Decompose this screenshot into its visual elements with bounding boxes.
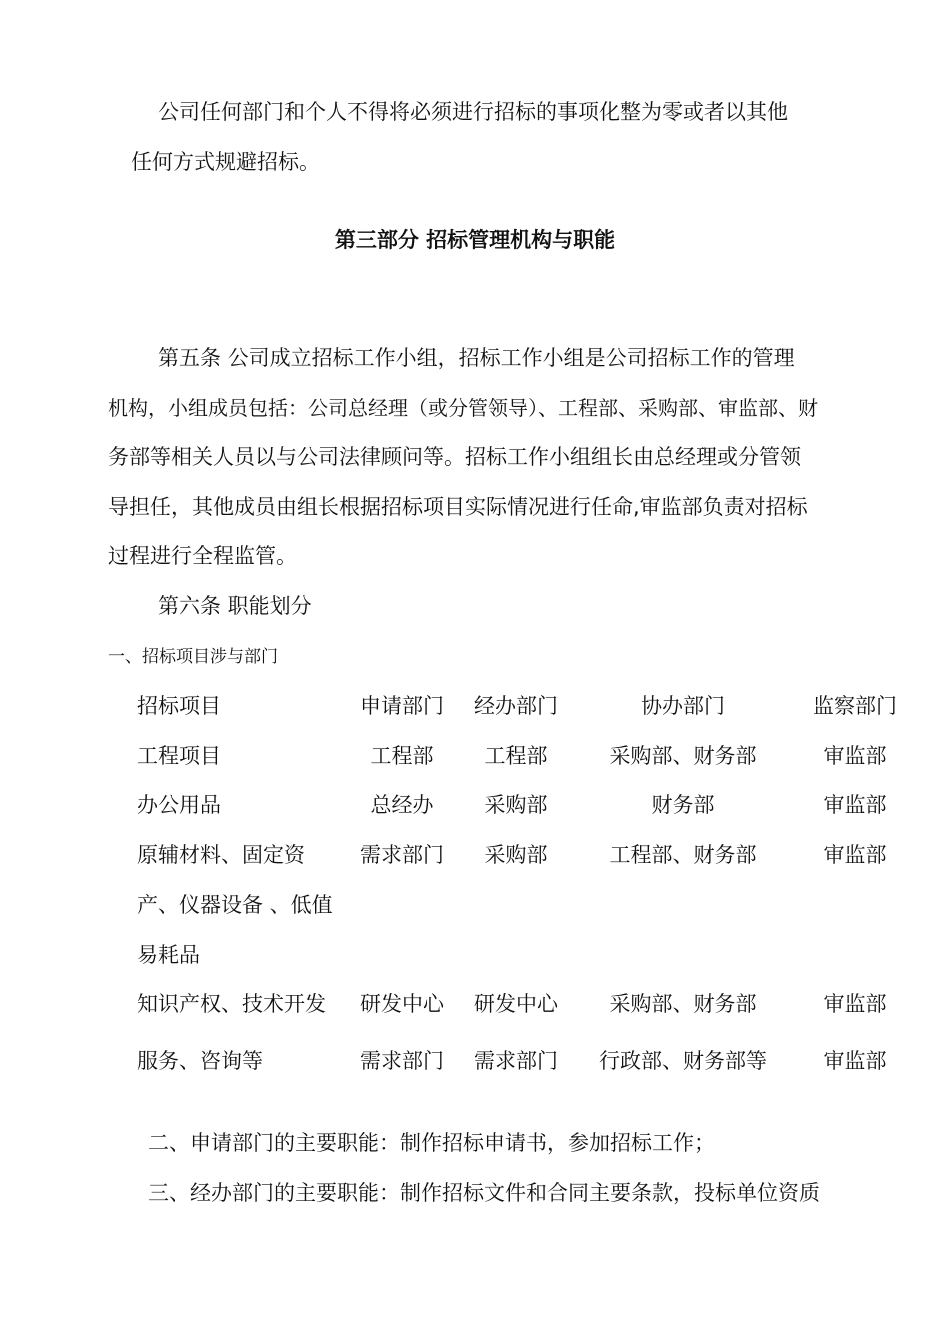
table-cell: 采购部、财务部 (609, 744, 757, 768)
article5-line-1: 第五条 公司成立招标工作小组，招标工作小组是公司招标工作的管理 (158, 346, 795, 370)
table-cell: 财务部 (651, 793, 715, 817)
table-cell: 需求部门 (360, 843, 444, 867)
table-cell: 研发中心 (360, 992, 444, 1016)
table-cell: 工程项目 (137, 744, 221, 768)
table-header-assist: 协办部门 (641, 694, 725, 718)
article5-line-5: 过程进行全程监管。 (108, 544, 297, 568)
table-cell: 行政部、财务部等 (599, 1049, 767, 1073)
intro-line-2: 任何方式规避招标。 (131, 150, 320, 174)
subsection-1: 一、招标项目涉与部门 (108, 647, 278, 667)
article6-title: 第六条 职能划分 (158, 594, 312, 618)
table-cell: 知识产权、技术开发 (137, 992, 326, 1016)
table-cell: 易耗品 (137, 943, 200, 967)
table-cell: 工程部 (370, 744, 434, 768)
table-cell: 需求部门 (360, 1049, 444, 1073)
table-cell: 研发中心 (474, 992, 558, 1016)
table-cell: 采购部、财务部 (609, 992, 757, 1016)
section-title: 第三部分 招标管理机构与职能 (334, 228, 616, 252)
article5-line-3: 务部等相关人员以与公司法律顾问等。招标工作小组组长由总经理或分管领 (108, 445, 801, 469)
article5-line-4: 导担任，其他成员由组长根据招标项目实际情况进行任命,审监部负责对招标 (108, 495, 808, 519)
table-cell: 需求部门 (474, 1049, 558, 1073)
table-cell: 产、仪器设备 、低值 (137, 893, 333, 917)
table-cell: 工程部、财务部 (609, 843, 757, 867)
table-cell: 审监部 (823, 793, 887, 817)
table-cell: 采购部 (484, 793, 548, 817)
intro-line-1: 公司任何部门和个人不得将必须进行招标的事项化整为零或者以其他 (158, 100, 788, 124)
table-cell: 审监部 (823, 1049, 887, 1073)
table-cell: 原辅材料、固定资 (137, 843, 305, 867)
table-cell: 总经办 (370, 793, 434, 817)
table-header-supervisor: 监察部门 (813, 694, 897, 718)
table-header-project: 招标项目 (137, 694, 221, 718)
table-header-handler: 经办部门 (474, 694, 558, 718)
article5-line-2: 机构，小组成员包括：公司总经理（或分管领导）、工程部、采购部、审监部、财 (108, 396, 818, 420)
table-cell: 审监部 (823, 992, 887, 1016)
table-cell: 审监部 (823, 843, 887, 867)
table-cell: 工程部 (484, 744, 548, 768)
table-cell: 审监部 (823, 744, 887, 768)
table-cell: 服务、咨询等 (137, 1049, 263, 1073)
table-header-applicant: 申请部门 (360, 694, 444, 718)
table-cell: 采购部 (484, 843, 548, 867)
subsection-2: 二、申请部门的主要职能：制作招标申请书，参加招标工作； (148, 1131, 715, 1155)
subsection-3: 三、经办部门的主要职能：制作招标文件和合同主要条款，投标单位资质 (148, 1181, 820, 1205)
table-cell: 办公用品 (137, 793, 221, 817)
